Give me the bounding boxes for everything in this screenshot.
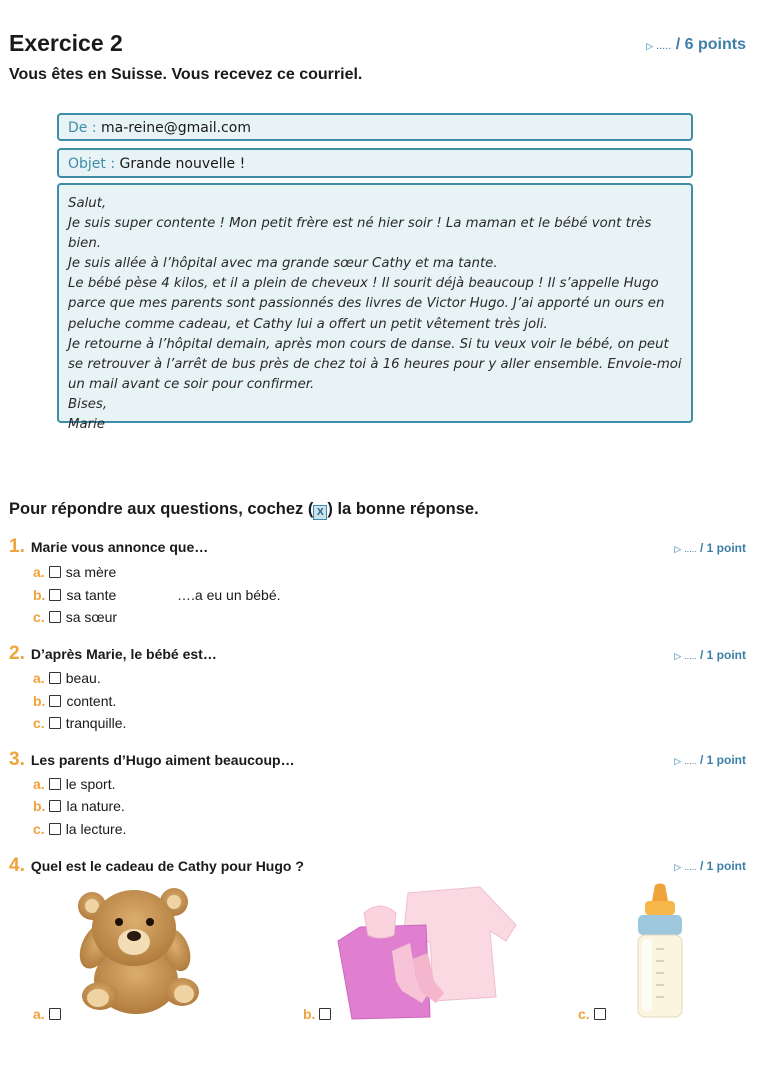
points-blank: .....: [656, 40, 672, 52]
email-subject-value: Grande nouvelle !: [119, 156, 246, 172]
option-text: la lecture.: [65, 821, 127, 837]
question-number: 3.: [9, 749, 25, 770]
option-letter: b.: [33, 693, 46, 709]
option-q3-a[interactable]: [33, 776, 116, 792]
option-text: content.: [66, 693, 117, 709]
checkbox[interactable]: [49, 717, 61, 729]
email-line: un mail avant ce soir pour confirmer.: [68, 376, 315, 392]
baby-bottle-icon: [630, 883, 690, 1021]
email-line: Marie: [68, 417, 105, 433]
email-line: peluche comme cadeau, et Cathy lui a offert un petit vêtement très joli.: [68, 316, 548, 332]
question-3: [9, 749, 295, 771]
points-value: / 1 point: [700, 859, 746, 873]
option-letter: a.: [33, 1006, 45, 1022]
checkbox[interactable]: [49, 589, 61, 601]
exercise-title: Exercice 2: [9, 30, 123, 56]
question-points: [674, 648, 746, 662]
checked-box-icon: X: [313, 505, 327, 520]
checkbox[interactable]: [49, 566, 61, 578]
option-q2-a[interactable]: [33, 670, 101, 686]
option-q1-c[interactable]: [33, 609, 117, 625]
question-text: Quel est le cadeau de Cathy pour Hugo ?: [30, 858, 304, 874]
checkbox[interactable]: [49, 778, 61, 790]
points-blank: .....: [684, 862, 697, 872]
option-text: la nature.: [66, 798, 125, 814]
option-letter: b.: [33, 587, 46, 603]
checkbox[interactable]: [49, 800, 61, 812]
instruction-before: Pour répondre aux questions, cochez (: [9, 500, 314, 518]
triangle-icon: ▷: [646, 41, 654, 51]
teddy-bear-icon: [64, 880, 206, 1020]
question-number: 1.: [9, 536, 25, 557]
email-line: Le bébé pèse 4 kilos, et il a plein de cheveux ! Il sourit déjà beaucoup ! Il s’appelle Hugo: [68, 276, 659, 292]
points-total: / 6 points: [675, 36, 746, 53]
option-letter: a.: [33, 564, 45, 580]
option-q1-b[interactable]: [33, 587, 116, 603]
option-q3-b[interactable]: [33, 798, 125, 814]
option-text: sa mère: [65, 564, 117, 580]
email-from-field: [57, 113, 693, 141]
instruction-after: ) la bonne réponse.: [327, 500, 479, 518]
email-from-value: ma-reine@gmail.com: [101, 120, 251, 136]
option-letter: a.: [33, 776, 45, 792]
option-text: le sport.: [65, 776, 116, 792]
question-number: 2.: [9, 643, 25, 664]
email-line: Je suis allée à l’hôpital avec ma grande sœur Cathy et ma tante.: [68, 256, 498, 272]
triangle-icon: ▷: [674, 862, 682, 872]
points-value: / 1 point: [700, 541, 746, 555]
instructions: [9, 500, 479, 520]
option-text: beau.: [65, 670, 101, 686]
points-blank: .....: [684, 651, 697, 661]
email-line: parce que mes parents sont passionnés des livres de Victor Hugo. J’ai apporté un ours en: [68, 296, 665, 312]
question-points: [674, 859, 746, 873]
question-1: [9, 536, 208, 558]
option-q2-c[interactable]: [33, 715, 126, 731]
checkbox[interactable]: [594, 1008, 606, 1020]
question-points: [674, 541, 746, 555]
email-line: Salut,: [68, 196, 107, 211]
checkbox[interactable]: [49, 672, 61, 684]
exercise-intro: Vous êtes en Suisse. Vous recevez ce courriel.: [9, 66, 363, 83]
checkbox[interactable]: [49, 695, 61, 707]
checkbox[interactable]: [49, 823, 61, 835]
baby-clothes-icon: [330, 885, 520, 1020]
option-letter: c.: [33, 715, 45, 731]
option-text: sa tante: [66, 587, 117, 603]
question-text: D’après Marie, le bébé est…: [30, 646, 217, 662]
email-subject-label: Objet :: [68, 156, 116, 172]
option-letter: c.: [578, 1006, 590, 1022]
email-subject-field: [57, 148, 693, 178]
option-letter: b.: [303, 1006, 316, 1022]
email-line: se retrouver à l’arrêt de bus près de chez toi à 16 heures pour y aller ensemble. Envoie-moi: [68, 356, 682, 372]
question-points: [674, 753, 746, 767]
email-from-label: De :: [68, 120, 97, 136]
points-value: / 1 point: [700, 753, 746, 767]
option-q2-b[interactable]: [33, 693, 116, 709]
option-letter: c.: [33, 609, 45, 625]
exercise-points: [646, 36, 746, 54]
checkbox[interactable]: [319, 1008, 331, 1020]
email-line: Je suis super contente ! Mon petit frère est né hier soir ! La maman et le bébé vont très bien.: [68, 216, 652, 252]
image-option-a[interactable]: [33, 1006, 66, 1022]
option-q3-c[interactable]: [33, 821, 126, 837]
email-line: Je retourne à l’hôpital demain, après mon cours de danse. Si tu veux voir le bébé, on peut: [68, 336, 669, 352]
email-body: [57, 183, 693, 433]
triangle-icon: ▷: [674, 651, 682, 661]
option-text: sa sœur: [65, 609, 118, 625]
option-letter: a.: [33, 670, 45, 686]
option-text: tranquille.: [65, 715, 127, 731]
triangle-icon: ▷: [674, 756, 682, 766]
image-option-c[interactable]: [578, 1006, 611, 1022]
triangle-icon: ▷: [674, 544, 682, 554]
question-number: 4.: [9, 855, 25, 876]
option-letter: b.: [33, 798, 46, 814]
checkbox[interactable]: [49, 1008, 61, 1020]
option-letter: c.: [33, 821, 45, 837]
points-blank: .....: [684, 756, 697, 766]
question-text: Marie vous annonce que…: [30, 539, 209, 555]
question-text: Les parents d’Hugo aiment beaucoup…: [30, 752, 295, 768]
image-option-b[interactable]: [303, 1006, 336, 1022]
email-line: Bises,: [68, 396, 108, 412]
question-2: [9, 643, 217, 665]
points-blank: .....: [684, 544, 697, 554]
question-1-suffix: ….a eu un bébé.: [177, 587, 281, 603]
checkbox[interactable]: [49, 611, 61, 623]
option-q1-a[interactable]: [33, 564, 116, 580]
question-4: [9, 855, 304, 877]
points-value: / 1 point: [700, 648, 746, 662]
